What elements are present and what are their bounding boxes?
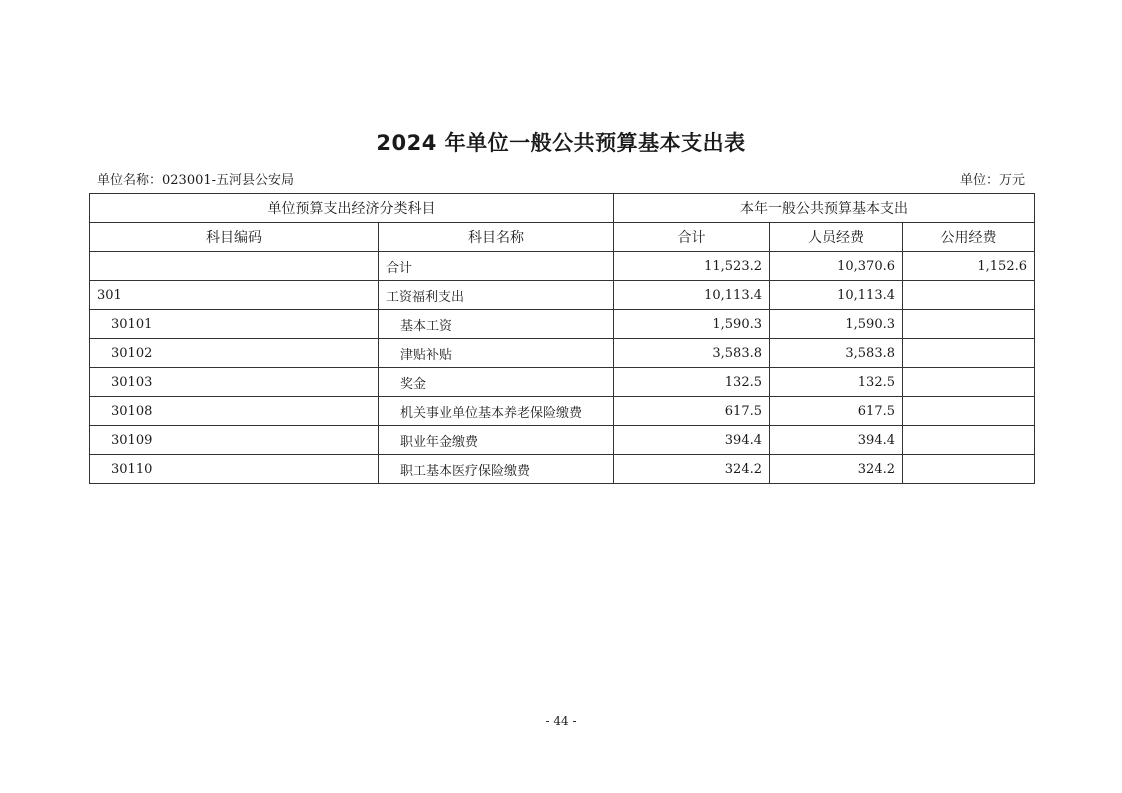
cell-code: 30103: [90, 368, 379, 397]
group-header-expenditure: 本年一般公共预算基本支出: [614, 194, 1035, 223]
cell-personnel: 10,113.4: [770, 281, 903, 310]
cell-personnel: 1,590.3: [770, 310, 903, 339]
column-header-code: 科目编码: [90, 223, 379, 252]
table-row: [90, 339, 1035, 368]
cell-total: 10,113.4: [614, 281, 770, 310]
cell-public: [903, 339, 1035, 368]
cell-name: 职工基本医疗保险缴费: [379, 455, 614, 484]
cell-total: 132.5: [614, 368, 770, 397]
cell-total: 617.5: [614, 397, 770, 426]
cell-name: 津贴补贴: [379, 339, 614, 368]
cell-name: 机关事业单位基本养老保险缴费: [379, 397, 614, 426]
cell-personnel: 10,370.6: [770, 252, 903, 281]
column-header-personnel: 人员经费: [770, 223, 903, 252]
table-row: [90, 368, 1035, 397]
cell-personnel: 3,583.8: [770, 339, 903, 368]
cell-name: 基本工资: [379, 310, 614, 339]
cell-total: 11,523.2: [614, 252, 770, 281]
cell-code: 301: [90, 281, 379, 310]
cell-name: 奖金: [379, 368, 614, 397]
cell-total: 1,590.3: [614, 310, 770, 339]
cell-public: [903, 281, 1035, 310]
cell-code: 30101: [90, 310, 379, 339]
cell-total: 394.4: [614, 426, 770, 455]
table-column-header-row: [90, 223, 1035, 252]
cell-total: 3,583.8: [614, 339, 770, 368]
cell-code: [90, 252, 379, 281]
cell-public: [903, 397, 1035, 426]
cell-total: 324.2: [614, 455, 770, 484]
cell-personnel: 394.4: [770, 426, 903, 455]
column-header-name: 科目名称: [379, 223, 614, 252]
cell-personnel: 324.2: [770, 455, 903, 484]
cell-name: 合计: [379, 252, 614, 281]
budget-table: [89, 193, 1035, 484]
cell-public: [903, 310, 1035, 339]
group-header-classification: 单位预算支出经济分类科目: [90, 194, 614, 223]
cell-code: 30102: [90, 339, 379, 368]
cell-public: [903, 455, 1035, 484]
cell-code: 30109: [90, 426, 379, 455]
cell-public: [903, 426, 1035, 455]
column-header-total: 合计: [614, 223, 770, 252]
unit-name-label: 单位名称：023001-五河县公安局: [97, 173, 295, 188]
table-row: [90, 252, 1035, 281]
table-row: [90, 281, 1035, 310]
cell-code: 30110: [90, 455, 379, 484]
table-row: [90, 426, 1035, 455]
page-title: 2024 年单位一般公共预算基本支出表: [376, 131, 746, 155]
unit-label: 单位：万元: [959, 173, 1025, 188]
table-row: [90, 455, 1035, 484]
table-row: [90, 397, 1035, 426]
cell-public: 1,152.6: [903, 252, 1035, 281]
table-group-header-row: [90, 194, 1035, 223]
column-header-public: 公用经费: [903, 223, 1035, 252]
cell-personnel: 132.5: [770, 368, 903, 397]
cell-personnel: 617.5: [770, 397, 903, 426]
cell-code: 30108: [90, 397, 379, 426]
cell-name: 工资福利支出: [379, 281, 614, 310]
page-number: - 44 -: [545, 714, 577, 728]
table-row: [90, 310, 1035, 339]
cell-public: [903, 368, 1035, 397]
cell-name: 职业年金缴费: [379, 426, 614, 455]
